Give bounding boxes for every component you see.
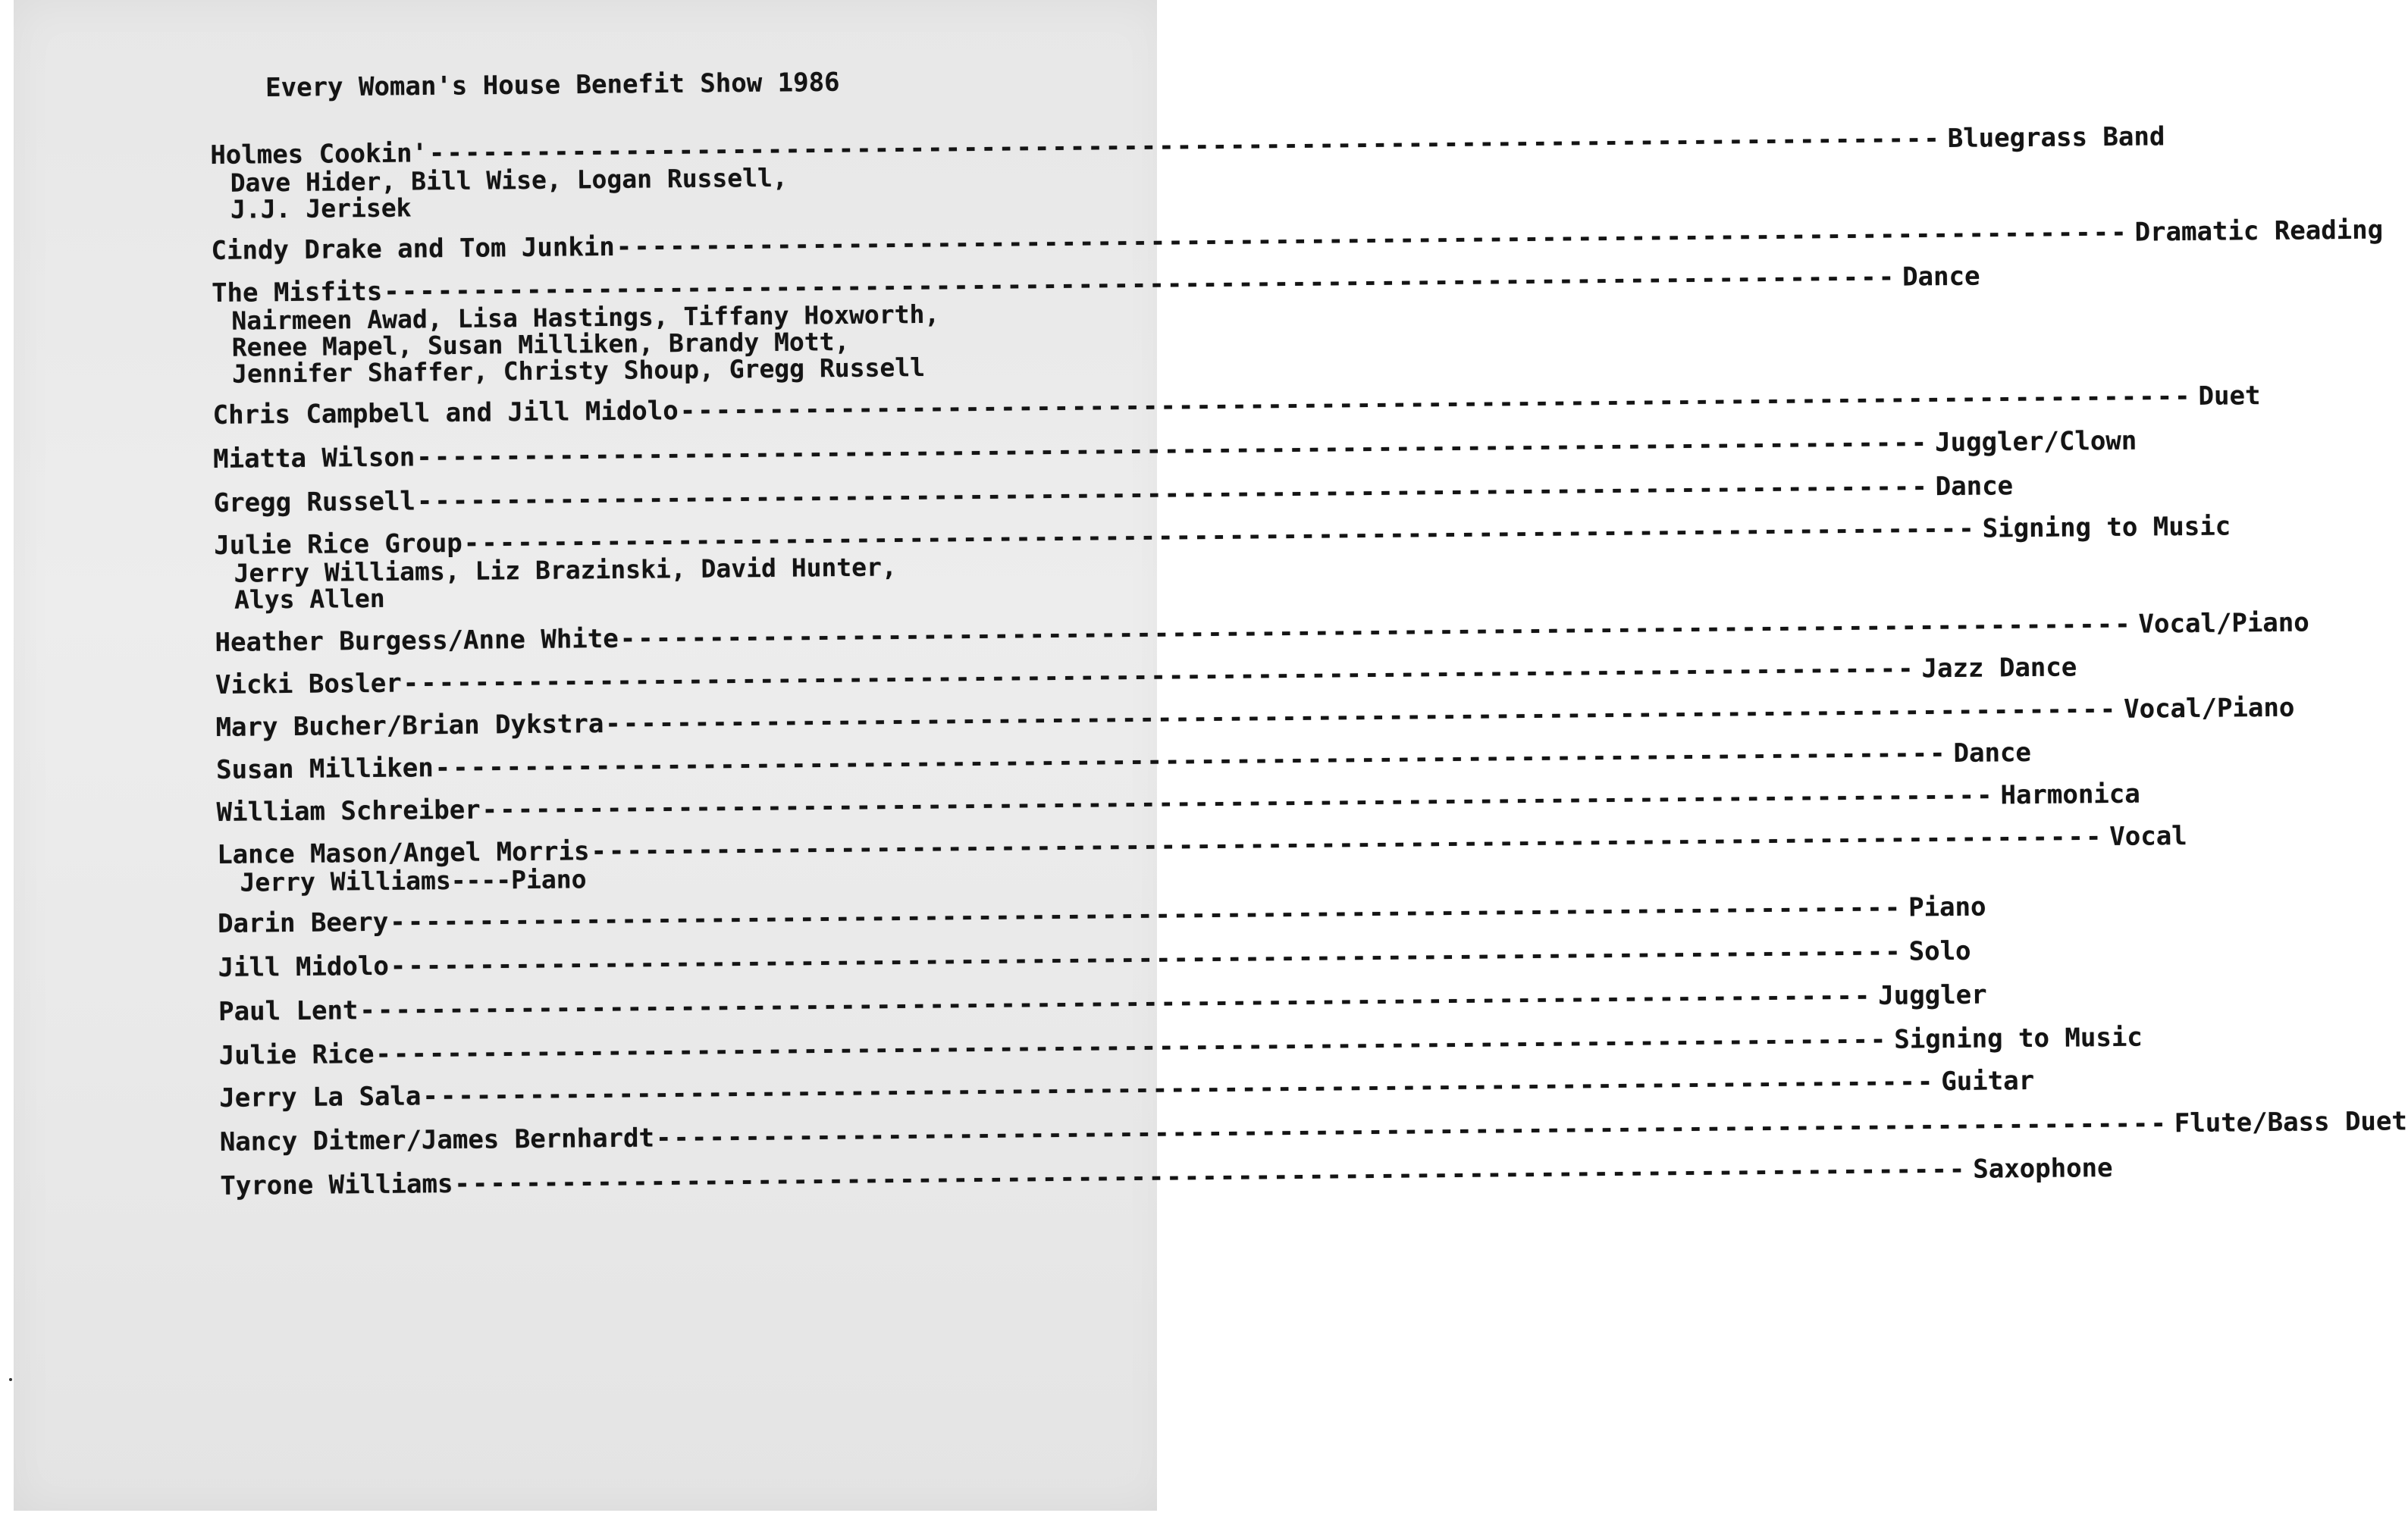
act-line [213, 425, 2137, 475]
act-category: Signing to Music [1982, 511, 2231, 544]
program-act [219, 1065, 2035, 1114]
dash-leader: ------------------------------------------------------------------------------------- [416, 428, 1930, 473]
dash-leader: ------------------------------------------------------------------------------------- [463, 513, 1977, 559]
act-category: Piano [1908, 891, 1986, 923]
program-act [218, 1022, 2143, 1071]
performer-name: Mary Bucher/Brian Dykstra [215, 709, 604, 743]
act-category: Vocal [2109, 821, 2187, 852]
program-act [220, 1152, 2113, 1201]
program-list [210, 120, 2408, 1201]
dash-leader: ------------------------------------------------------------------------------------- [428, 124, 1942, 169]
dash-leader: ------------------------------------------------------------------------------------- [384, 262, 1897, 307]
act-category: Bluegrass Band [1947, 121, 2165, 155]
program-act [213, 425, 2137, 475]
dash-leader: ------------------------------------------------------------------------------------- [605, 694, 2118, 740]
act-category: Dance [1953, 737, 2032, 769]
program-act [214, 511, 2231, 615]
act-category: Dance [1935, 471, 2014, 503]
performer-name: Tyrone Williams [220, 1168, 453, 1201]
performer-name: Vicki Bosler [215, 668, 402, 700]
performer-name: Jerry La Sala [219, 1081, 422, 1114]
act-line [213, 471, 2014, 518]
act-category: Vocal/Piano [2138, 607, 2309, 640]
dash-leader: ------------------------------------------------------------------------------------- [481, 780, 1995, 825]
act-category: Guitar [1941, 1065, 2035, 1098]
act-category: Dance [1902, 261, 1980, 293]
dash-leader: ------------------------------------------------------------------------------------- [619, 609, 2133, 654]
program-act [215, 737, 2032, 785]
member-names: Jerry Williams, Liz Brazinski, David Hunter, [234, 552, 897, 588]
performer-name: William Schreiber [216, 794, 481, 828]
act-line [218, 935, 1971, 983]
act-line [212, 381, 2261, 431]
dash-leader: ------------------------------------------------------------------------------------- [403, 653, 1916, 699]
act-category: Solo [1908, 935, 1971, 967]
act-line [215, 607, 2309, 658]
act-category: Jazz Dance [1921, 652, 2077, 684]
program-act [211, 261, 1980, 389]
accompanist-line [217, 862, 1021, 896]
document-title: Every Woman's House Benefit Show 1986 [265, 67, 840, 103]
performer-name: Susan Milliken [215, 753, 434, 785]
dash-leader: ------------------------------------------------------------------------------------- [679, 381, 2193, 427]
program-act [212, 381, 2261, 431]
program-act [217, 821, 2187, 897]
act-line [215, 737, 2032, 785]
act-line [218, 979, 1987, 1027]
member-names: J.J. Jerisek [230, 193, 412, 224]
program-act [218, 935, 1971, 983]
dash-leader: ------------------------------------------------------------------------------------- [616, 217, 2129, 262]
program-act [215, 692, 2295, 743]
program-act [215, 652, 2077, 700]
dash-leader: ------------------------------------------------------------------------------------- [375, 1024, 1889, 1070]
act-line [211, 215, 2384, 266]
act-category: Juggler [1878, 979, 1987, 1011]
act-category: Signing to Music [1894, 1022, 2143, 1055]
act-line [218, 1022, 2143, 1071]
dash-leader: ------------------------------------------------------------------------------------- [422, 1067, 1936, 1112]
performer-name: Lance Mason/Angel Morris [217, 836, 590, 870]
performer-name: The Misfits [211, 276, 383, 309]
member-names: Alys Allen [234, 583, 385, 615]
program-act [218, 979, 1987, 1027]
performer-name: Heather Burgess/Anne White [215, 623, 619, 658]
performer-name: Cindy Drake and Tom Junkin [211, 231, 615, 266]
dash-leader: ------------------------------------------------------------------------------------- [591, 822, 2104, 867]
performer-name: Julie Rice Group [214, 528, 462, 561]
performer-name: Julie Rice [218, 1038, 375, 1071]
accompanist-name: Jerry Williams [240, 865, 451, 897]
performer-name: Paul Lent [218, 995, 359, 1027]
act-category: Dramatic Reading [2134, 215, 2384, 248]
member-names: Renee Mapel, Susan Milliken, Brandy Mott, [231, 326, 850, 362]
performer-name: Gregg Russell [213, 486, 416, 518]
program-act [216, 778, 2140, 828]
program-act [215, 607, 2309, 658]
act-line [217, 891, 1986, 939]
act-category: Flute/Bass Duet [2174, 1106, 2408, 1139]
performer-name: Miatta Wilson [213, 442, 415, 475]
dash-leader: ------------------------------------------------------------------------------------- [454, 1154, 1967, 1199]
dash-leader: ------------------------------------------------------------------------------------- [655, 1108, 2169, 1154]
accompanist-instrument: Piano [511, 864, 587, 895]
program-act [219, 1106, 2408, 1157]
performer-name: Jill Midolo [218, 951, 389, 983]
act-category: Vocal/Piano [2123, 692, 2295, 725]
act-line [215, 652, 2077, 700]
performer-name: Darin Beery [217, 907, 389, 939]
act-category: Saxophone [1973, 1152, 2113, 1185]
member-names: Jennifer Shaffer, Christy Shoup, Gregg Russell [231, 352, 926, 389]
dash-leader: ------------------------------------------------------------------------------------- [416, 471, 1930, 517]
act-category: Harmonica [2000, 778, 2140, 811]
program-act [210, 121, 2165, 224]
program-act [213, 471, 2014, 518]
dash-leader: ------------------------------------------------------------------------------------- [359, 981, 1873, 1026]
act-line [220, 1152, 2113, 1201]
performer-name: Chris Campbell and Jill Midolo [212, 396, 679, 431]
member-names: Dave Hider, Bill Wise, Logan Russell, [230, 162, 788, 198]
performer-name: Nancy Ditmer/James Bernhardt [219, 1123, 655, 1157]
performer-name: Holmes Cookin' [210, 138, 428, 171]
act-line [219, 1065, 2035, 1114]
program-act [211, 215, 2384, 266]
act-line [215, 692, 2295, 743]
member-names: Nairmeen Awad, Lisa Hastings, Tiffany Hoxworth, [231, 299, 940, 336]
dash-leader: ------------------------------------------------------------------------------------- [390, 936, 1903, 982]
act-line [216, 778, 2140, 828]
dash-leader: ------------------------------------------------------------------------------------- [434, 738, 1948, 784]
act-category: Duet [2198, 381, 2261, 412]
dash-leader: ------------------------------------------------------------------------------------- [390, 892, 1903, 938]
act-line [219, 1106, 2408, 1157]
program-act [217, 891, 1986, 939]
accompanist-dashes: ---- [450, 865, 512, 895]
act-category: Juggler/Clown [1934, 425, 2137, 459]
